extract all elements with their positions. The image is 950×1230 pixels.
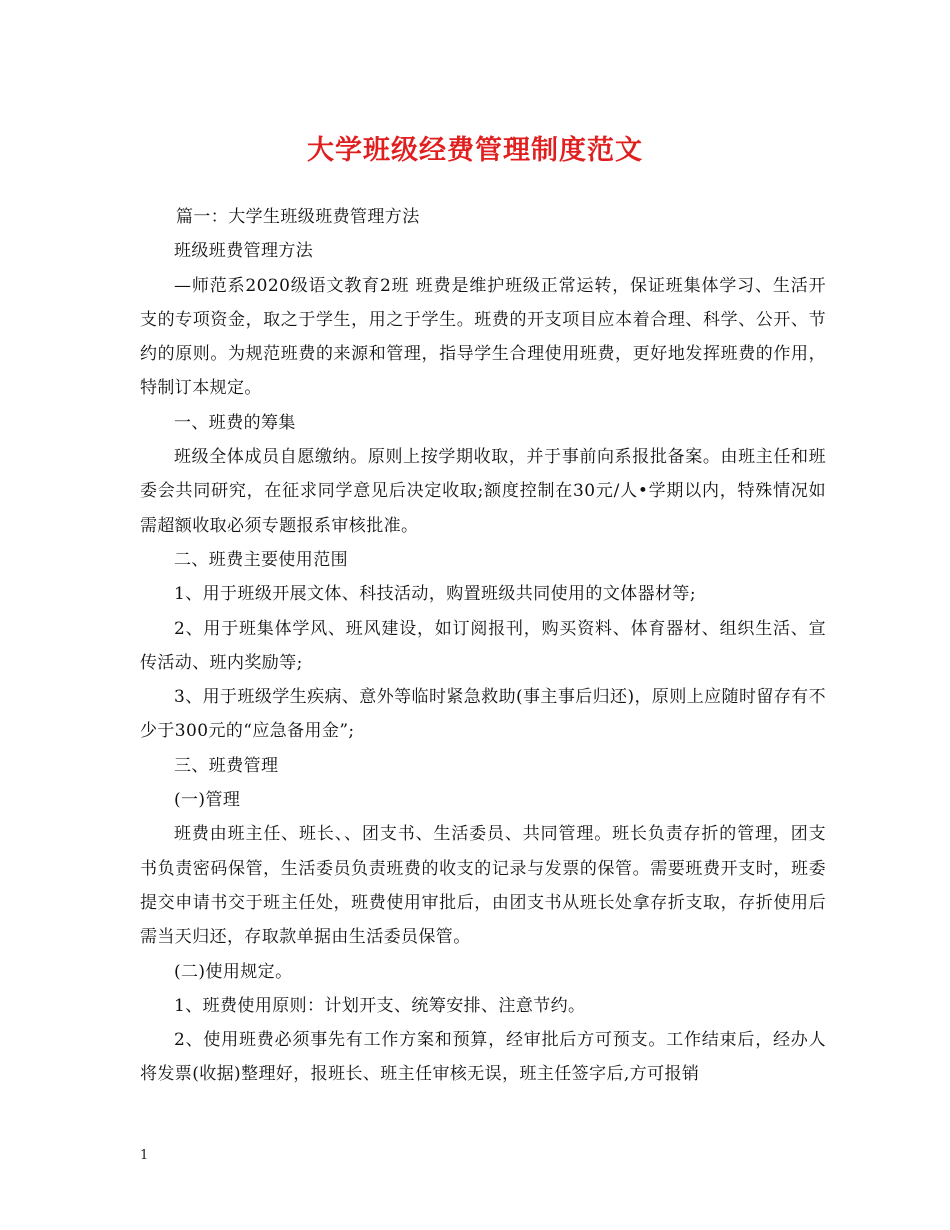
subtitle: 班级班费管理方法 <box>174 241 314 262</box>
usage-item-1: 1、用于班级开展文体、科技活动，购置班级共同使用的文体器材等; <box>174 584 696 605</box>
page-number: 1 <box>140 1148 149 1163</box>
heading-fund-raising: 一、班费的筹集 <box>174 412 296 433</box>
fund-raising-paragraph: 班级全体成员自愿缴纳。原则上按学期收取，并于事前向系报批备案。由班主任和班委会共同研究，在征求同学意见后决定收取;额度控制在30元/人•学期以内，特殊情况如需超额收取必须专题报系审核批准。 <box>140 447 826 536</box>
intro-paragraph: —师范系2020级语文教育2班 班费是维护班级正常运转，保证班集体学习、生活开支的专项资金，取之于学生，用之于学生。班费的开支项目应本着合理、科学、公开、节约的原则。为规范班费的来源和管理，指导学生合理使用班费，更好地发挥班费的作用，特制订本规定。 <box>140 275 826 399</box>
usage-rule-2: 2、使用班费必须事先有工作方案和预算，经审批后方可预支。工作结束后，经办人将发票(收据)整理好，报班长、班主任审核无误，班主任签字后,方可报销 <box>140 1030 826 1085</box>
usage-item-3: 3、用于班级学生疾病、意外等临时紧急救助(事主事后归还)，原则上应随时留存有不少于300元的“应急备用金”; <box>140 687 826 742</box>
heading-fund-management: 三、班费管理 <box>174 755 279 776</box>
heading-usage-scope: 二、班费主要使用范围 <box>174 549 348 570</box>
subheading-management: (一)管理 <box>174 790 241 811</box>
usage-rule-1: 1、班费使用原则：计划开支、统筹安排、注意节约。 <box>174 995 586 1016</box>
section-heading-part1: 篇一：大学生班级班费管理方法 <box>176 207 420 227</box>
usage-item-2: 2、用于班集体学风、班风建设，如订阅报刊，购买资料、体育器材、组织生活、宣传活动、班内奖励等; <box>140 618 826 673</box>
document-title: 大学班级经费管理制度范文 <box>307 135 643 166</box>
document-body <box>140 200 826 1092</box>
management-paragraph: 班费由班主任、班长、、团支书、生活委员、共同管理。班长负责存折的管理，团支书负责密码保管，生活委员负责班费的收支的记录与发票的保管。需要班费开支时，班委提交申请书交于班主任处，班费使用审批后，由团支书从班长处拿存折支取，存折使用后需当天归还，存取款单据由生活委员保管。 <box>140 824 826 948</box>
subheading-usage-rules: (二)使用规定。 <box>174 961 293 982</box>
